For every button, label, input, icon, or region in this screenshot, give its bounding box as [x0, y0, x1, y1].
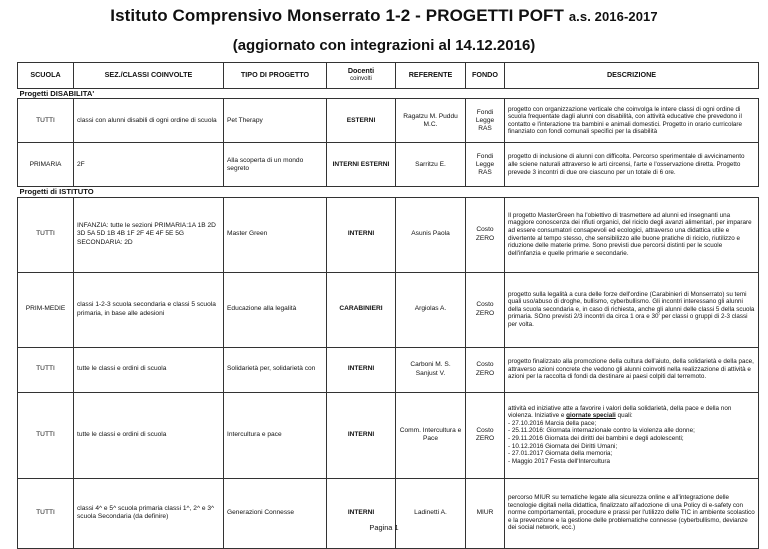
section-row-istituto [18, 187, 759, 197]
header-row [18, 63, 759, 89]
header-referente: REFERENTE [396, 63, 466, 89]
cell-descrizione: progetto finalizzato alla promozione della cultura dell'aiuto, della solidarietà e della pace, attraverso azioni concrete che vedono gli alunni coinvolti nella realizzazione di attività e azioni per la raccolta di fondi da destinare ai paesi colpiti dal terremoto. [505, 347, 759, 392]
table-row [18, 99, 759, 143]
cell-referente: Sarritzu E. [396, 143, 466, 187]
document-title [0, 6, 768, 26]
cell-descrizione: progetto di inclusione di alunni con difficolta. Percorso sperimentale di avvicinamento alle sciene naturali attraverso le arti circensi, l'arte e l'osservazione diretta. Progetto prevede 3 incontri di due ore ciascuno per un totale di 6 ore. [505, 143, 759, 187]
descrizione-intro: attività ed iniziative atte a favorire i valori della solidarietà, della pace e della non violenza. Iniziative e [508, 404, 732, 420]
header-docenti-sub: coinvolti [350, 76, 372, 83]
descrizione-after: quali: [617, 412, 633, 420]
cell-docenti: INTERNI [327, 392, 396, 478]
projects-table [17, 62, 759, 549]
cell-classi: tutte le classi e ordini di scuola [74, 347, 224, 392]
cell-docenti: INTERNI [327, 197, 396, 272]
title-year: a.s. 2016-2017 [568, 9, 658, 24]
header-tipo: TIPO DI PROGETTO [224, 63, 327, 89]
cell-classi: tutte le classi e ordini di scuola [74, 392, 224, 478]
cell-tipo: Master Green [224, 197, 327, 272]
list-item: - 25.11.2016: Giornata internazionale contro la violenza alle donne; [508, 427, 695, 435]
cell-fondo: MIUR [466, 478, 505, 548]
cell-tipo: Educazione alla legalità [224, 272, 327, 347]
header-fondo: FONDO [466, 63, 505, 89]
cell-docenti: INTERNI [327, 347, 396, 392]
cell-tipo: Generazioni Connesse [224, 478, 327, 548]
cell-scuola: PRIMARIA [18, 143, 74, 187]
cell-tipo: Solidarietà per, solidarietà con [224, 347, 327, 392]
table-row [18, 143, 759, 187]
descrizione-strong: giornate speciali [566, 412, 616, 420]
cell-scuola: TUTTI [18, 99, 74, 143]
title-main: Istituto Comprensivo Monserrato 1-2 - PROGETTI POFT [110, 6, 565, 25]
list-item: - 27.10.2016 Marcia della pace; [508, 419, 597, 427]
header-descrizione: DESCRIZIONE [505, 63, 759, 89]
cell-tipo: Pet Therapy [224, 99, 327, 143]
cell-referente: Ladinetti A. [396, 478, 466, 548]
section-title-istituto: Progetti di ISTITUTO [18, 187, 759, 197]
cell-fondo: Fondi Legge RAS [466, 99, 505, 143]
cell-scuola: TUTTI [18, 347, 74, 392]
table-row [18, 197, 759, 272]
cell-classi: classi 1-2-3 scuola secondaria e classi 5 scuola primaria, in base alle adesioni [74, 272, 224, 347]
cell-descrizione: progetto sulla legalità a cura delle forze dell'ordine (Carabinieri di Monserrato) su temi quali uso/abuso di droghe, bullismo, cyberbullismo. Gli incontri interessano gli alunni della scuola secondaria e, in caso di richiesta, anche gli alunni delle classi 5 della scuola primaria. SOno previsti 2/3 incontri da circa 1 ora e 30' per classi o gruppi di 2-3 classi per volta. [505, 272, 759, 347]
cell-scuola: TUTTI [18, 197, 74, 272]
cell-referente: Argiolas A. [396, 272, 466, 347]
cell-docenti: INTERNI [327, 478, 396, 548]
cell-referente: Asunis Paola [396, 197, 466, 272]
table-row [18, 478, 759, 548]
cell-docenti: ESTERNI [327, 99, 396, 143]
cell-referente: Carboni M. S. Sanjust V. [396, 347, 466, 392]
list-item: - 29.11.2016 Giornata dei diritti dei bambini e degli adolescenti; [508, 435, 684, 442]
list-item: - Maggio 2017 Festa dell'Intercultura [508, 457, 611, 465]
cell-tipo: Intercultura e pace [224, 392, 327, 478]
cell-descrizione: percorso MIUR su tematiche legate alla sicurezza online e all'integrazione delle tecnologie digitali nella didattica, finalizzato all'adozione di una Policy di e-safety con norme comportamentali, procedure e prassi per l'utilizzo delle TIC in ambiente scolastico e la prevenzione e la gestione delle problematiche connesse (cyberbullismo, devianze dei social network, ecc.) [505, 478, 759, 548]
table-row [18, 272, 759, 347]
table-row [18, 347, 759, 392]
section-row-disabilita [18, 89, 759, 99]
cell-tipo: Alla scoperta di un mondo segreto [224, 143, 327, 187]
header-scuola: SCUOLA [18, 63, 74, 89]
cell-fondo: Costo ZERO [466, 347, 505, 392]
header-docenti [327, 63, 396, 89]
cell-scuola: TUTTI [18, 478, 74, 548]
cell-scuola: PRIM-MEDIE [18, 272, 74, 347]
cell-fondo: Costo ZERO [466, 272, 505, 347]
cell-fondo: Costo ZERO [466, 197, 505, 272]
cell-docenti: CARABINIERI [327, 272, 396, 347]
page-number: Pagina 1 [369, 523, 399, 532]
cell-classi: classi con alunni disabili di ogni ordine di scuola [74, 99, 224, 143]
cell-classi: 2F [74, 143, 224, 187]
cell-referente: Comm. Intercultura e Pace [396, 392, 466, 478]
cell-docenti: INTERNI ESTERNI [327, 143, 396, 187]
cell-fondo: Fondi Legge RAS [466, 143, 505, 187]
cell-descrizione: Il progetto MasterGreen ha l'obiettivo di trasmettere ad alunni ed insegnanti una maggiore conoscenza dei rifiuti organici, del riciclo degli avanzi alimentari, per imparare ad essere consumatori consapevoli ed ecologici, attraverso una didattica utile e divertente al tempo stesso, che sensibilizzo alle buone pratiche di riciclo, riutilizzo e riduzione delle materie prime. Sono previsti due percorsi distinti per le scuole dell'infanzia e quelle primarie e secondarie. [505, 197, 759, 272]
cell-referente: Ragatzu M. Puddu M.C. [396, 99, 466, 143]
table-row [18, 392, 759, 478]
list-item: - 27.01.2017 Giornata della memoria; [508, 450, 613, 458]
list-item: - 10.12.2016 Giornata dei Diritti Umani; [508, 442, 618, 450]
section-title-disabilita: Progetti DISABILITA' [18, 89, 759, 99]
cell-fondo: Costo ZERO [466, 392, 505, 478]
cell-scuola: TUTTI [18, 392, 74, 478]
cell-descrizione [505, 392, 759, 478]
cell-descrizione: progetto con organizzazione verticale che coinvolga le intere classi di ogni ordine di scuola frequentate dagli alunni con disabilità, con attività educative che prevedono il contatto e l'interazione tra bambini e animali domestici. Progetto in orario curricolare finanziato con fondi comunali specifici per la disabilità [505, 99, 759, 143]
cell-classi: INFANZIA: tutte le sezioni PRIMARIA:1A 1B 2D 3D 5A 5D 1B 4B 1F 2F 4E 4F 5E 5G SECONDARIA: 2D [74, 197, 224, 272]
document-subtitle: (aggiornato con integrazioni al 14.12.2016) [232, 37, 536, 54]
header-classi: SEZ./CLASSI COINVOLTE [74, 63, 224, 89]
header-docenti-label: Docenti [347, 66, 375, 76]
cell-classi: classi 4^ e 5^ scuola primaria classi 1^, 2^ e 3^ scuola Secondaria (da definire) [74, 478, 224, 548]
